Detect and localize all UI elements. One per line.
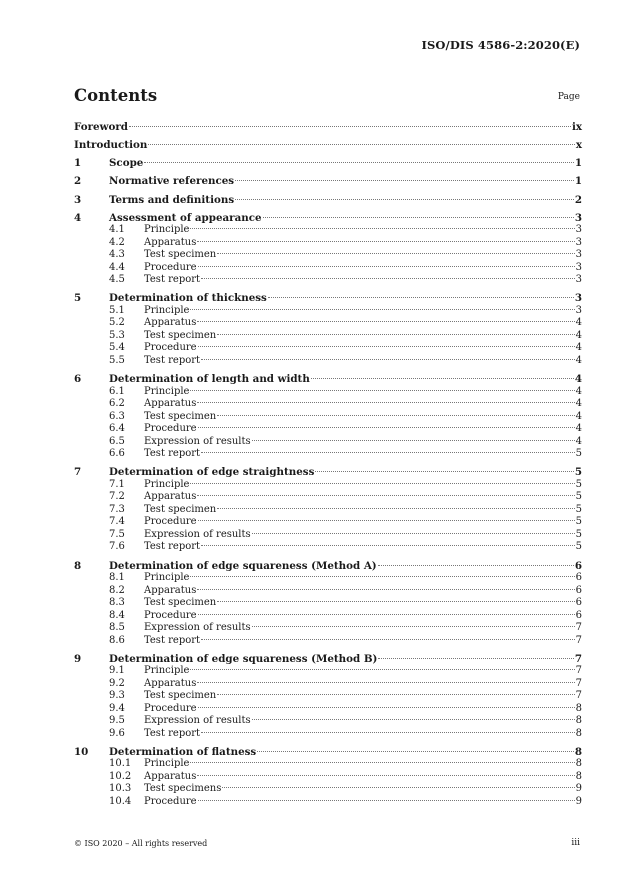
- toc-entry-page: 7: [575, 622, 582, 633]
- dot-leader: [197, 321, 574, 322]
- toc-entry-section[interactable]: [74, 157, 582, 170]
- toc-entry-text: Apparatus: [144, 770, 197, 782]
- dot-leader: [235, 180, 574, 181]
- toc-entry-page: 5: [575, 503, 582, 515]
- toc-entry-page: 7: [575, 634, 582, 646]
- dot-leader: [252, 533, 575, 534]
- toc-entry-text: Expression of results: [144, 435, 251, 447]
- toc-entry-page: 5: [574, 466, 582, 479]
- toc-entry-text: Apparatus: [144, 398, 197, 410]
- dot-leader: [268, 297, 574, 298]
- toc-entry-subsection[interactable]: [74, 678, 582, 691]
- dot-leader: [217, 253, 574, 254]
- toc-entry-text: Procedure: [144, 423, 197, 435]
- toc-entry-section[interactable]: [74, 373, 582, 386]
- toc-entry-text: Test specimen: [144, 329, 217, 341]
- toc-section: [74, 746, 582, 809]
- toc-entry-text: Principle: [144, 304, 190, 316]
- dot-leader: [263, 217, 574, 218]
- toc-entry-page: 5: [575, 491, 582, 503]
- dot-leader: [222, 787, 574, 788]
- toc-entry-subsection[interactable]: [74, 529, 582, 542]
- dot-leader: [129, 126, 571, 127]
- toc-entry-text: Scope: [109, 157, 144, 170]
- toc-entry-text: Expression of results: [144, 715, 251, 727]
- toc-entry-number: 6: [74, 373, 82, 386]
- toc-entry-subsection[interactable]: [74, 330, 582, 343]
- toc-entry-page: 4: [575, 329, 582, 341]
- toc-entry-text: Procedure: [144, 516, 197, 528]
- toc-entry-section[interactable]: [74, 653, 582, 666]
- dot-leader: [190, 576, 574, 577]
- toc-entry-number: 3: [74, 193, 82, 206]
- toc-entry-number: 8.2: [109, 584, 125, 596]
- toc-entry-number: 8: [74, 559, 82, 572]
- toc-entry-subsection[interactable]: [74, 610, 582, 623]
- toc-entry-section[interactable]: [74, 194, 582, 207]
- toc-entry-text: Determination of thickness: [109, 292, 267, 305]
- toc-entry-number: 6.6: [109, 448, 125, 460]
- toc-entry-page: 7: [575, 677, 582, 689]
- toc-entry-section[interactable]: [74, 466, 582, 479]
- toc-entry-number: 5: [74, 292, 82, 305]
- toc-entry-subsection[interactable]: [74, 516, 582, 529]
- dot-leader: [257, 751, 574, 752]
- toc-entry-subsection[interactable]: [74, 423, 582, 436]
- dot-leader: [315, 471, 573, 472]
- toc-entry-page: 3: [575, 249, 582, 261]
- contents-title: Contents: [74, 86, 158, 105]
- toc-entry-text: Apparatus: [144, 491, 197, 503]
- toc-entry-subsection[interactable]: [74, 448, 582, 461]
- dot-leader: [235, 199, 574, 200]
- toc-entry-page: 4: [575, 423, 582, 435]
- toc-entry-text: Determination of edge straightness: [109, 466, 315, 479]
- toc-entry-subsection[interactable]: [74, 597, 582, 610]
- toc-entry-text: Procedure: [144, 342, 197, 354]
- toc-entry-subsection[interactable]: [74, 398, 582, 411]
- toc-section: [74, 466, 582, 554]
- toc-entry-subsection[interactable]: [74, 249, 582, 262]
- toc-entry-page: 8: [575, 758, 582, 770]
- toc-entry-text: Test specimen: [144, 410, 217, 422]
- toc-entry-subsection[interactable]: [74, 317, 582, 330]
- toc-entry-text: Procedure: [144, 795, 197, 807]
- toc-entry-number: 10.3: [109, 783, 132, 795]
- contents-title-row: [74, 86, 580, 108]
- toc-entry-number: 8.1: [109, 572, 125, 583]
- toc-entry-subsection[interactable]: [74, 491, 582, 504]
- toc-entry-subsection[interactable]: [74, 796, 582, 809]
- toc-entry-text: Normative references: [109, 175, 235, 188]
- toc-entry-number: 9.4: [109, 702, 125, 714]
- toc-entry-page: 4: [575, 342, 582, 354]
- dot-leader: [378, 658, 573, 659]
- toc-entry-page: 1: [574, 157, 582, 170]
- dot-leader: [197, 589, 574, 590]
- dot-leader: [252, 626, 575, 627]
- toc-entry-subsection[interactable]: [74, 237, 582, 250]
- toc-entry-subsection[interactable]: [74, 411, 582, 424]
- toc-entry-page: 6: [575, 609, 582, 621]
- dot-leader: [198, 266, 575, 267]
- toc-entry-subsection[interactable]: [74, 436, 582, 449]
- toc-entry-page: 7: [574, 652, 582, 665]
- toc-entry-subsection[interactable]: [74, 771, 582, 784]
- toc-entry-text: Assessment of appearance: [109, 211, 262, 224]
- toc-section: [74, 194, 582, 207]
- toc-entry-number: 4.3: [109, 249, 125, 261]
- toc-section: [74, 212, 582, 287]
- toc-entry-number: 6.4: [109, 423, 125, 435]
- toc-entry-text: Test specimen: [144, 597, 217, 608]
- toc-entry-number: 8.6: [109, 634, 125, 646]
- toc-entry-number: 5.4: [109, 342, 125, 354]
- toc-entry-number: 4.2: [109, 236, 125, 248]
- toc-entry-page: 8: [575, 702, 582, 714]
- toc-entry-number: 10.1: [109, 758, 132, 770]
- toc-entry-text: Test specimen: [144, 503, 217, 515]
- toc-entry-text: Terms and definitions: [109, 193, 235, 206]
- toc-entry-text: Expression of results: [144, 622, 251, 633]
- dot-leader: [311, 378, 574, 379]
- toc-entry-text: Apparatus: [144, 584, 197, 596]
- toc-entry-subsection[interactable]: [74, 585, 582, 598]
- toc-entry-text: Determination of flatness: [109, 745, 257, 758]
- toc-entry-number: 4.5: [109, 274, 125, 286]
- toc-entry-number: 10.4: [109, 795, 132, 807]
- dot-leader: [378, 565, 574, 566]
- toc-entry-number: 6.3: [109, 410, 125, 422]
- toc-entry-number: 7.4: [109, 516, 125, 528]
- toc-entry-subsection[interactable]: [74, 305, 582, 318]
- dot-leader: [217, 694, 574, 695]
- toc-entry-text: Principle: [144, 758, 190, 770]
- toc-entry-text: Principle: [144, 572, 190, 583]
- toc-entry-text: Test report: [144, 541, 201, 553]
- toc-entry-subsection[interactable]: [74, 635, 582, 648]
- dot-leader: [190, 669, 574, 670]
- toc-entry-text: Introduction: [74, 139, 148, 151]
- toc-entry-text: Test specimen: [144, 249, 217, 261]
- dot-leader: [198, 427, 575, 428]
- toc-entry-number: 9.1: [109, 665, 125, 677]
- toc-entry-introduction[interactable]: [74, 139, 582, 152]
- toc-entry-subsection[interactable]: [74, 504, 582, 517]
- toc-entry-page: 4: [575, 435, 582, 447]
- toc-entry-number: 6.2: [109, 398, 125, 410]
- toc-entry-number: 5.5: [109, 354, 125, 366]
- toc-entry-page: 4: [575, 410, 582, 422]
- toc-entry-text: Principle: [144, 224, 190, 236]
- toc-entry-page: 3: [575, 274, 582, 286]
- toc-entry-subsection[interactable]: [74, 715, 582, 728]
- dot-leader: [201, 452, 575, 453]
- toc-sections: [74, 157, 582, 808]
- toc-entry-subsection[interactable]: [74, 703, 582, 716]
- dot-leader: [197, 241, 574, 242]
- toc-entry-section[interactable]: [74, 175, 582, 188]
- toc-entry-page: 6: [575, 572, 582, 583]
- document-id-header: ISO/DIS 4586-2:2020(E): [421, 38, 580, 52]
- toc-section: [74, 175, 582, 188]
- toc-entry-number: 5.3: [109, 329, 125, 341]
- toc-entry-number: 7.3: [109, 503, 125, 515]
- toc-entry-number: 7: [74, 466, 82, 479]
- dot-leader: [197, 775, 574, 776]
- toc-entry-page: 3: [575, 224, 582, 236]
- toc-entry-page: 3: [575, 304, 582, 316]
- toc-entry-number: 8.5: [109, 622, 125, 633]
- toc-entry-text: Expression of results: [144, 528, 251, 540]
- dot-leader: [197, 682, 574, 683]
- toc-entry-section[interactable]: [74, 746, 582, 759]
- toc-entry-page: 5: [575, 541, 582, 553]
- page-number-footer: iii: [571, 838, 580, 848]
- toc-entry-text: Apparatus: [144, 317, 197, 329]
- toc-entry-foreword[interactable]: [74, 121, 582, 134]
- dot-leader: [217, 334, 574, 335]
- toc-section: [74, 157, 582, 170]
- toc-entry-subsection[interactable]: [74, 622, 582, 635]
- copyright-footer: © ISO 2020 – All rights reserved: [74, 839, 208, 848]
- toc-entry-text: Test report: [144, 634, 201, 646]
- toc-section: [74, 373, 582, 461]
- toc-entry-page: 5: [575, 516, 582, 528]
- toc-entry-text: Procedure: [144, 261, 197, 273]
- toc-entry-number: 1: [74, 157, 82, 170]
- toc-entry-page: 8: [574, 745, 582, 758]
- dot-leader: [190, 483, 574, 484]
- toc-entry-text: Test report: [144, 354, 201, 366]
- dot-leader: [217, 601, 574, 602]
- dot-leader: [144, 162, 574, 163]
- toc-entry-subsection[interactable]: [74, 342, 582, 355]
- toc-entry-page: 8: [575, 770, 582, 782]
- toc-entry-page: 7: [575, 690, 582, 702]
- toc-entry-page: 9: [575, 795, 582, 807]
- toc-entry-text: Procedure: [144, 609, 197, 621]
- toc-entry-number: 2: [74, 175, 82, 188]
- toc-entry-text: Procedure: [144, 702, 197, 714]
- toc-entry-number: 4.4: [109, 261, 125, 273]
- toc-entry-number: 7.2: [109, 491, 125, 503]
- toc-entry-number: 7.6: [109, 541, 125, 553]
- toc-entry-subsection[interactable]: [74, 262, 582, 275]
- dot-leader: [190, 762, 574, 763]
- toc-entry-subsection[interactable]: [74, 665, 582, 678]
- toc-entry-text: Principle: [144, 478, 190, 490]
- toc-entry-number: 4.1: [109, 224, 125, 236]
- dot-leader: [201, 545, 575, 546]
- toc-entry-number: 9.2: [109, 677, 125, 689]
- toc-entry-text: Apparatus: [144, 677, 197, 689]
- toc-entry-text: Test report: [144, 727, 201, 739]
- toc-section: [74, 653, 582, 741]
- toc-entry-number: 10.2: [109, 770, 132, 782]
- dot-leader: [201, 732, 575, 733]
- toc-entry-subsection[interactable]: [74, 479, 582, 492]
- toc-entry-subsection[interactable]: [74, 224, 582, 237]
- toc-entry-number: 7.1: [109, 478, 125, 490]
- dot-leader: [198, 520, 575, 521]
- toc-entry-page: 5: [575, 528, 582, 540]
- toc-entry-page: 7: [575, 665, 582, 677]
- dot-leader: [198, 346, 575, 347]
- toc-entry-subsection[interactable]: [74, 783, 582, 796]
- toc-entry-text: Test specimens: [144, 783, 222, 795]
- toc-entry-number: 6.1: [109, 385, 125, 397]
- toc-entry-text: Test report: [144, 448, 201, 460]
- toc-entry-number: 8.3: [109, 597, 125, 608]
- dot-leader: [190, 228, 574, 229]
- dot-leader: [217, 415, 574, 416]
- toc-entry-page: 8: [575, 727, 582, 739]
- table-of-contents: [74, 121, 582, 808]
- toc-entry-page: 6: [574, 559, 582, 572]
- dot-leader: [201, 639, 575, 640]
- toc-entry-page: 2: [574, 193, 582, 206]
- toc-entry-subsection[interactable]: [74, 355, 582, 368]
- toc-entry-page: ix: [571, 121, 582, 133]
- dot-leader: [201, 278, 575, 279]
- dot-leader: [190, 390, 574, 391]
- dot-leader: [198, 707, 575, 708]
- toc-entry-page: x: [575, 139, 582, 151]
- toc-entry-subsection[interactable]: [74, 386, 582, 399]
- toc-entry-number: 9.5: [109, 715, 125, 727]
- toc-entry-number: 6.5: [109, 435, 125, 447]
- toc-entry-page: 6: [575, 584, 582, 596]
- dot-leader: [198, 614, 575, 615]
- dot-leader: [197, 495, 574, 496]
- toc-entry-subsection[interactable]: [74, 274, 582, 287]
- toc-entry-page: 4: [575, 354, 582, 366]
- toc-entry-number: 10: [74, 745, 89, 758]
- toc-entry-number: 5.1: [109, 304, 125, 316]
- toc-entry-page: 3: [575, 236, 582, 248]
- toc-entry-subsection[interactable]: [74, 758, 582, 771]
- toc-section: [74, 292, 582, 367]
- toc-entry-number: 9: [74, 652, 82, 665]
- dot-leader: [252, 440, 575, 441]
- toc-entry-number: 7.5: [109, 528, 125, 540]
- toc-entry-section[interactable]: [74, 560, 582, 573]
- toc-entry-subsection[interactable]: [74, 541, 582, 554]
- toc-entry-number: 4: [74, 211, 82, 224]
- dot-leader: [148, 144, 575, 145]
- toc-entry-page: 1: [574, 175, 582, 188]
- toc-entry-text: Determination of edge squareness (Method A): [109, 559, 377, 572]
- dot-leader: [198, 800, 575, 801]
- toc-entry-number: 5.2: [109, 317, 125, 329]
- toc-entry-page: 4: [575, 398, 582, 410]
- toc-entry-number: 8.4: [109, 609, 125, 621]
- dot-leader: [217, 508, 574, 509]
- toc-entry-number: 9.6: [109, 727, 125, 739]
- toc-entry-section[interactable]: [74, 212, 582, 225]
- toc-entry-page: 5: [575, 478, 582, 490]
- dot-leader: [197, 402, 574, 403]
- toc-entry-page: 9: [575, 783, 582, 795]
- toc-entry-page: 3: [574, 292, 582, 305]
- toc-entry-page: 6: [575, 597, 582, 608]
- toc-entry-subsection[interactable]: [74, 690, 582, 703]
- toc-entry-text: Principle: [144, 665, 190, 677]
- dot-leader: [201, 359, 575, 360]
- toc-entry-section[interactable]: [74, 292, 582, 305]
- toc-entry-text: Principle: [144, 385, 190, 397]
- toc-entry-page: 5: [575, 448, 582, 460]
- dot-leader: [190, 309, 574, 310]
- toc-entry-subsection[interactable]: [74, 572, 582, 585]
- toc-entry-text: Test specimen: [144, 690, 217, 702]
- toc-entry-page: 3: [574, 211, 582, 224]
- toc-entry-text: Determination of length and width: [109, 373, 310, 386]
- toc-entry-text: Foreword: [74, 121, 128, 133]
- toc-entry-page: 8: [575, 715, 582, 727]
- toc-entry-text: Apparatus: [144, 236, 197, 248]
- toc-entry-number: 9.3: [109, 690, 125, 702]
- page-column-label: Page: [557, 92, 580, 102]
- toc-entry-page: 4: [575, 385, 582, 397]
- dot-leader: [252, 719, 575, 720]
- toc-entry-text: Test report: [144, 274, 201, 286]
- toc-section: [74, 560, 582, 648]
- toc-entry-page: 4: [574, 373, 582, 386]
- toc-entry-subsection[interactable]: [74, 728, 582, 741]
- toc-entry-page: 4: [575, 317, 582, 329]
- toc-entry-text: Determination of edge squareness (Method B): [109, 652, 378, 665]
- toc-entry-page: 3: [575, 261, 582, 273]
